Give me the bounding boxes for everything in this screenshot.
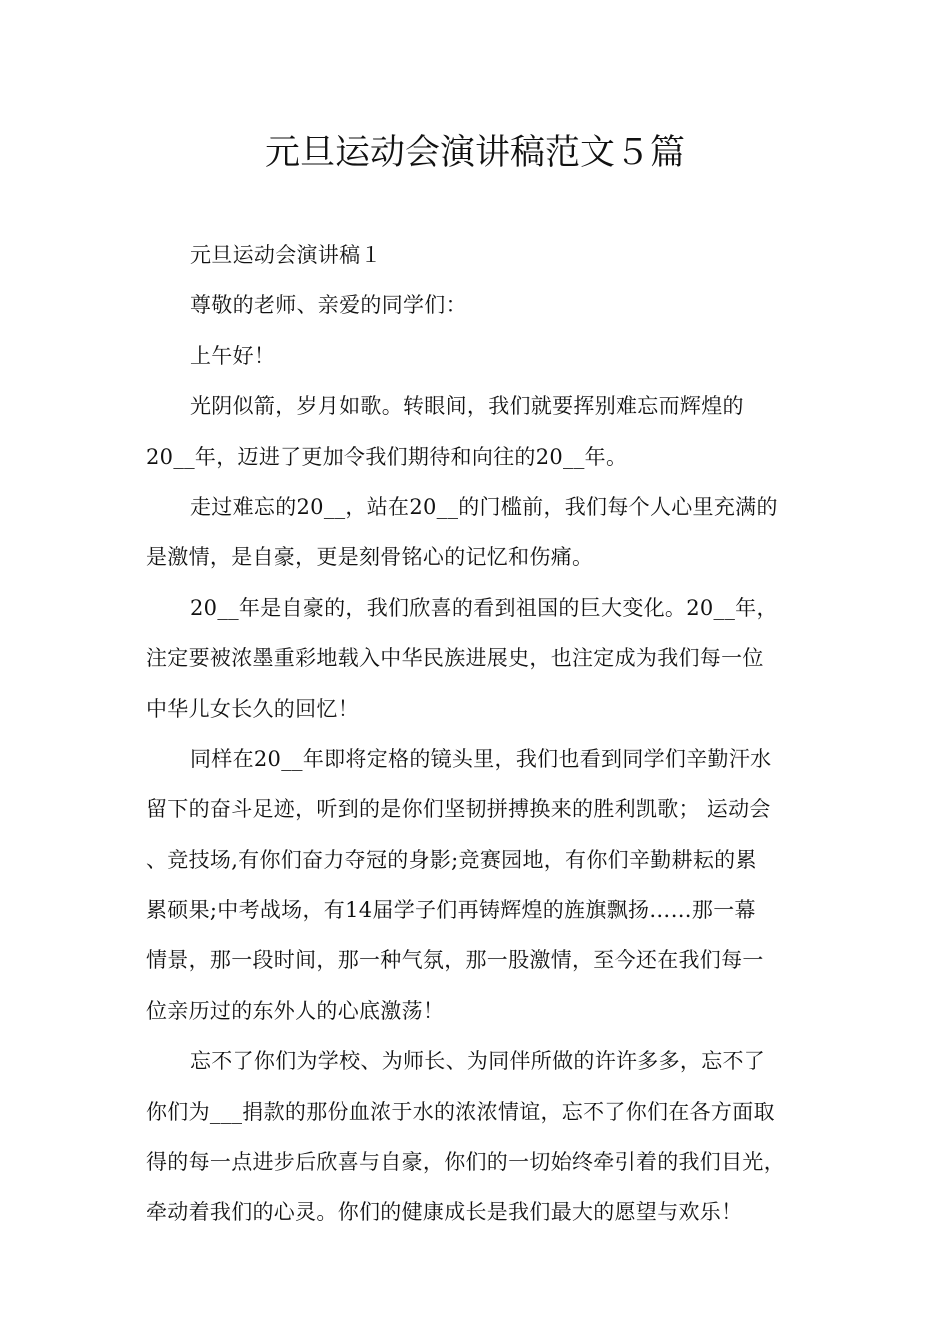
paragraph-line: 、竞技场,有你们奋力夺冠的身影;竞赛园地，有你们辛勤耕耘的累 (146, 847, 757, 872)
paragraph-line: 20__年是自豪的，我们欣喜的看到祖国的巨大变化。20__年， (190, 595, 778, 620)
paragraph-line: 情景，那一段时间，那一种气氛，那一股激情，至今还在我们每一 (146, 948, 764, 973)
document-title: 元旦运动会演讲稿范文５篇 (264, 133, 685, 173)
paragraph-line: 忘不了你们为学校、为师长、为同伴所做的许许多多，忘不了 (190, 1049, 766, 1074)
paragraph-line: 累硕果;中考战场，有14届学子们再铸辉煌的旌旗飘扬……那一幕 (146, 898, 756, 923)
paragraph-line: 是激情，是自豪，更是刻骨铭心的记忆和伤痛。 (146, 545, 594, 570)
paragraph-line: 注定要被浓墨重彩地载入中华民族进展史，也注定成为我们每一位 (146, 646, 764, 671)
salutation: 尊敬的老师、亲爱的同学们： (190, 293, 467, 318)
section-heading: 元旦运动会演讲稿１ (190, 243, 382, 267)
paragraph-line: 中华儿女长久的回忆！ (146, 696, 359, 721)
paragraph-line: 牵动着我们的心灵。你们的健康成长是我们最大的愿望与欢乐！ (146, 1200, 743, 1225)
paragraph-line: 走过难忘的20__，站在20__的门槛前，我们每个人心里充满的 (190, 494, 778, 519)
paragraph-line: 你们为___捐款的那份血浓于水的浓浓情谊，忘不了你们在各方面取 (146, 1099, 775, 1124)
paragraph-line: 留下的奋斗足迹，听到的是你们坚韧拼搏换来的胜利凯歌； 运动会 (146, 797, 771, 822)
paragraph-line: 位亲历过的东外人的心底激荡！ (146, 998, 445, 1023)
greeting: 上午好！ (190, 343, 276, 368)
paragraph-line: 光阴似箭，岁月如歌。转眼间，我们就要挥别难忘而辉煌的 (190, 394, 744, 419)
paragraph-line: 得的每一点进步后欣喜与自豪，你们的一切始终牵引着的我们目光， (146, 1150, 785, 1175)
paragraph-line: 20__年，迈进了更加令我们期待和向往的20__年。 (146, 444, 628, 469)
document-body (146, 230, 814, 1238)
paragraph-line: 同样在20__年即将定格的镜头里，我们也看到同学们辛勤汗水 (190, 746, 772, 771)
